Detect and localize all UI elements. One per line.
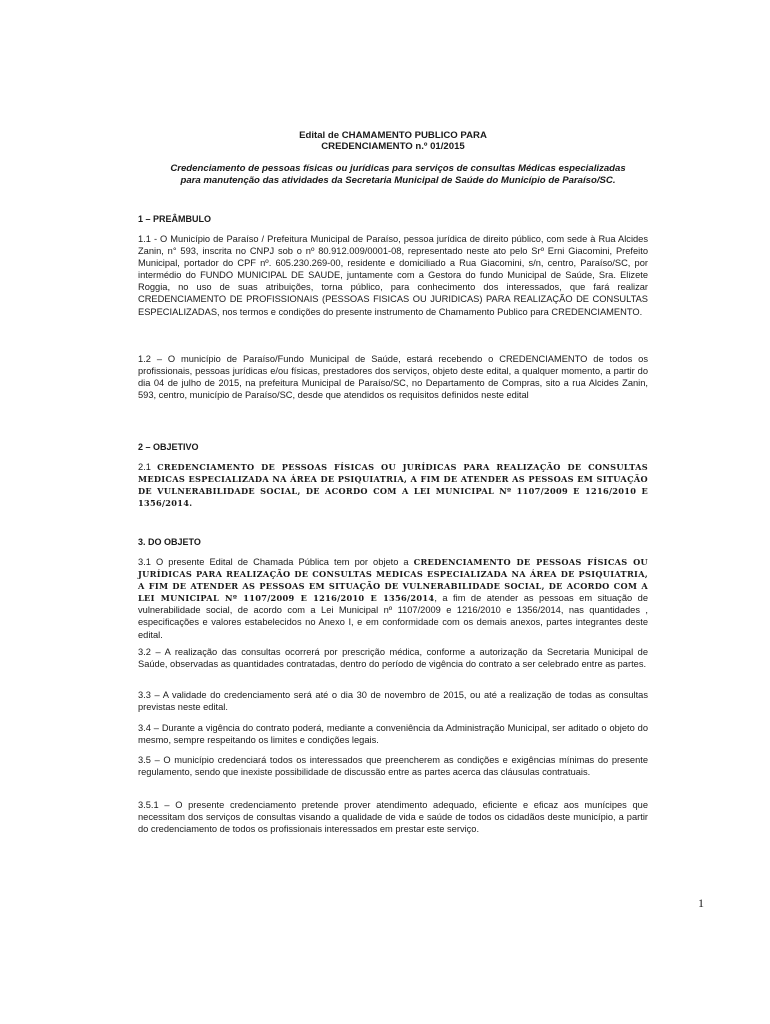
section-heading-objetivo: 2 – OBJETIVO [138, 442, 199, 452]
section-heading-do-objeto: 3. DO OBJETO [138, 537, 201, 547]
paragraph-3-1 [138, 556, 648, 641]
paragraph-3-3: 3.3 – A validade do credenciamento será até o dia 30 de novembro de 2015, ou até a realização de todas as consultas previstas neste edital. [138, 690, 648, 713]
document-title [138, 130, 648, 152]
paragraph-3-5: 3.5 – O município credenciará todos os interessados que preencherem as condições e exigências mínimas do presente regulamento, sendo que inexiste possibilidade de discussão entre as partes acerca das cláusulas contratuais. [138, 755, 648, 778]
paragraph-3-5-1: 3.5.1 – O presente credenciamento pretende prover atendimento adequado, eficiente e eficaz aos munícipes que necessitam dos serviços de consultas visando a qualidade de vida e saúde de todos os cidadãos deste município, a partir do credenciamento de todos os profissionais interessados em prestar este serviço. [138, 800, 648, 835]
paragraph-3-1-bold: CREDENCIAMENTO DE PESSOAS FÍSICAS OU JURÍDICAS PARA REALIZAÇÃO DE CONSULTAS MEDICAS ESPECIALIZADA NA ÁREA DE PSIQUIATRIA, A FIM DE ATENDER AS PESSOAS EM SITUAÇÃO DE VULNERABILIDADE SOCIAL, DE ACORDO COM A LEI MUNICIPAL Nº 1107/2009 E 1216/2010 E 1356/2014 [138, 557, 648, 604]
paragraph-3-1-prefix: 3.1 O presente Edital de Chamada Pública tem por objeto a [138, 557, 414, 567]
paragraph-1-1: 1.1 - O Município de Paraíso / Prefeitura Municipal de Paraíso, pessoa jurídica de direito público, com sede à Rua Alcides Zanin, n° 593, inscrita no CNPJ sob o nº 80.912.009/0001-08, representado neste ato pelo Srº Erni Giacomini, Prefeito Municipal, portador do CPF nº. 605.230.269-00, residente e domiciliado a Rua Giacomini, s/n, centro, Paraíso/SC, por intermédio do FUNDO MUNICIPAL DE SAUDE, juntamente com a Gestora do fundo Municipal de Saúde, Sra. Elizete Roggia, no uso de suas atribuições, torna público, para conhecimento dos interessados, que fará realizar CREDENCIAMENTO DE PROFISSIONAIS (PESSOAS FISICAS OU JURIDICAS) PARA REALIZAÇÃO DE CONSULTAS ESPECIALIZADAS, nos termos e condições do presente instrumento de Chamamento Publico para CREDENCIAMENTO. [138, 234, 648, 317]
section-heading-preambulo: 1 – PREÂMBULO [138, 214, 212, 224]
paragraph-2-1 [138, 461, 648, 509]
page-number: 1 [698, 896, 704, 910]
paragraph-1-2: 1.2 – O município de Paraíso/Fundo Municipal de Saúde, estará recebendo o CREDENCIAMENTO de todos os profissionais, pessoas jurídicas e/ou físicas, prestadores dos serviços, objeto deste edital, a qualquer momento, a partir do dia 04 de julho de 2015, na prefeitura Municipal de Paraíso/SC, no Departamento de Compras, sito a rua Alcides Zanin, 593, centro, município de Paraíso/SC, desde que atendidos os requisitos definidos neste edital [138, 354, 648, 401]
paragraph-3-2: 3.2 – A realização das consultas ocorrerá por prescrição médica, conforme a autorização da Secretaria Municipal de Saúde, observadas as quantidades contratadas, dentro do período de vigência do contrato a ser celebrado entre as partes. [138, 647, 648, 670]
paragraph-2-1-prefix: 2.1 [138, 462, 158, 472]
paragraph-3-4: 3.4 – Durante a vigência do contrato poderá, mediante a conveniência da Administração Municipal, ser aditado o objeto do mesmo, sempre respeitando os limites e condições legais. [138, 723, 648, 746]
title-line-2: CREDENCIAMENTO n.º 01/2015 [321, 141, 465, 152]
subtitle-line-1: Credenciamento de pessoas físicas ou jurídicas para serviços de consultas Médicas especializadas [170, 163, 626, 174]
subtitle-line-2: para manutenção das atividades da Secretaria Municipal de Saúde do Município de Paraíso/SC. [180, 175, 616, 186]
paragraph-3-1-suffix: , a fim de atender as pessoas em situação de vulnerabilidade social, de acordo com a Lei Municipal nº 1107/2009 e 1216/2010 e 1356/2014, nas quantidades , especificações e valores estabelecidos no Anexo I, e em conformidade com os demais anexos, partes integrantes deste edital. [138, 593, 648, 640]
document-subtitle [138, 163, 658, 187]
paragraph-2-1-bold: CREDENCIAMENTO DE PESSOAS FÍSICAS OU JURÍDICAS PARA REALIZAÇÃO DE CONSULTAS MEDICAS ESPECIALIZADA NA ÁREA DE PSIQUIATRIA, A FIM DE ATENDER AS PESSOAS EM SITUAÇÃO DE VULNERABILIDADE SOCIAL, DE ACORDO COM A LEI MUNICIPAL Nº 1107/2009 E 1216/2010 E 1356/2014. [138, 462, 648, 509]
title-line-1: Edital de CHAMAMENTO PUBLICO PARA [299, 130, 487, 141]
